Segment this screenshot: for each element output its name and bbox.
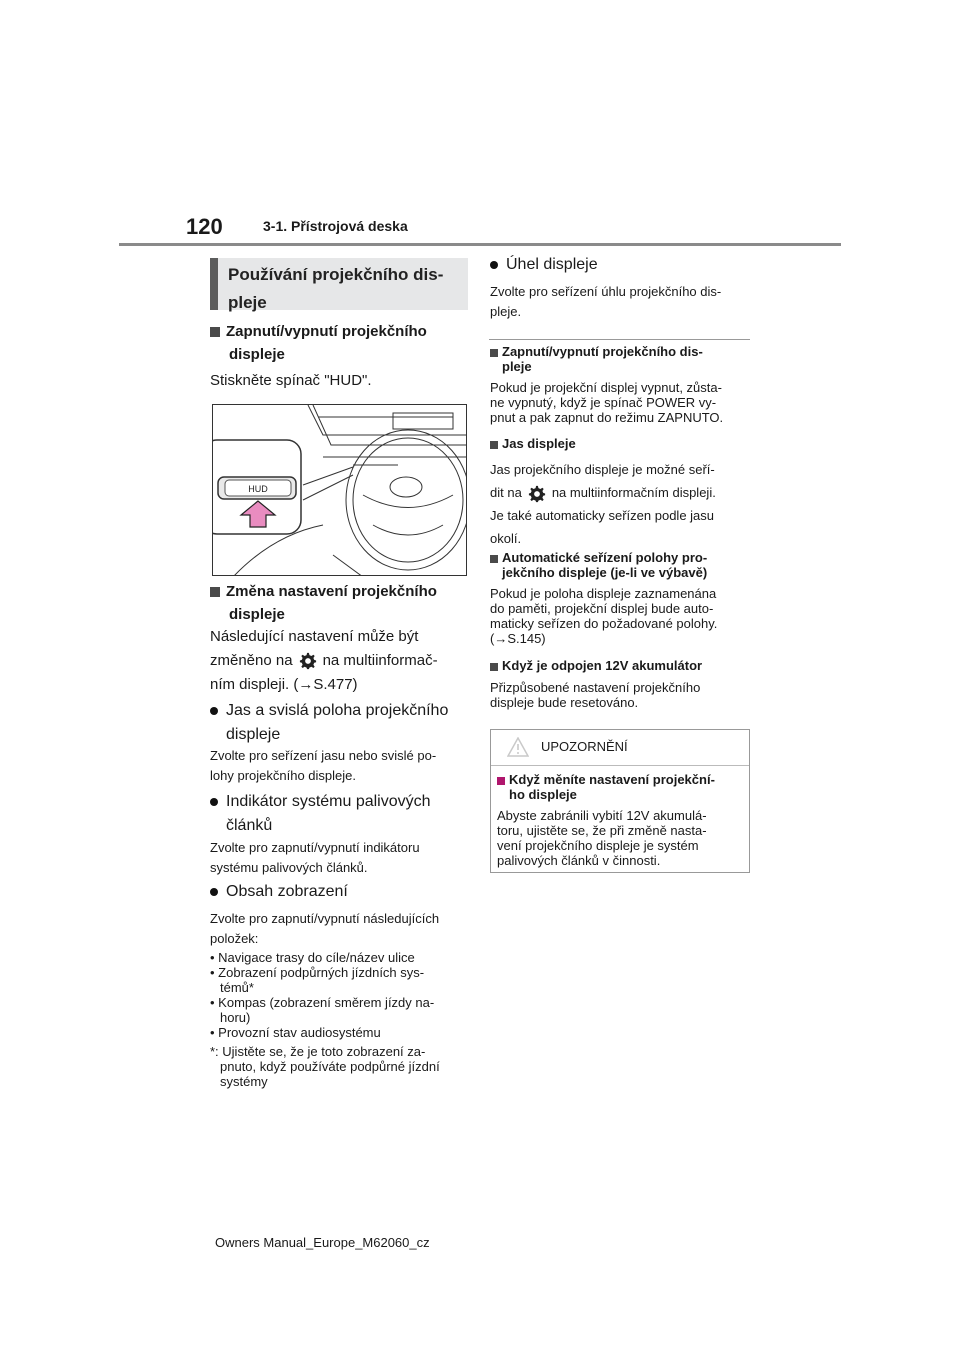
footnote-cont: pnuto, když používáte podpůrné jízdní (220, 1059, 440, 1074)
bullet-dot-icon (490, 261, 498, 269)
onoff-text: Stiskněte spínač "HUD". (210, 372, 372, 389)
footnote: *: Ujistěte se, že je toto zobrazení za- (210, 1044, 426, 1059)
hud-switch-illustration (212, 404, 467, 576)
info-head-onoff: Zapnutí/vypnutí projekčního dis- pleje (490, 344, 703, 374)
section-heading-box (210, 258, 468, 310)
caution-heading: Když měníte nastavení projekční- ho displeje (497, 772, 715, 802)
info-text-onoff: Pokud je projekční displej vypnut, zůsta- ne vypnutý, když je spínač POWER vy- pnut a pak zapnut do režimu ZAPNUTO. (490, 380, 724, 425)
info-text-brightness: Jas projekčního displeje je možné seří- dit na na multiinformačním displeji. Je také automaticky seřízen podle jasu okolí. (490, 462, 716, 546)
content-text: Zvolte pro zapnutí/vypnutí následujících položek: (210, 911, 440, 946)
section-title: 3-1. Přístrojová deska (263, 218, 408, 234)
change-text: Následující nastavení může být změněno na na multiinformač- ním displeji. (→S.477) (210, 628, 438, 693)
info-text-auto-position: Pokud je poloha displeje zaznamenána do paměti, projekční displej bude auto- maticky seřízen do požadované polohy. (→S.145) (490, 586, 718, 646)
heading-line-1: Používání projekčního dis- (228, 265, 444, 284)
bullet-dot-icon (210, 798, 218, 806)
list-item-cont: horu) (220, 1010, 251, 1025)
info-head-brightness: Jas displeje (490, 436, 576, 451)
header-rule (119, 243, 841, 246)
content-list (210, 950, 440, 1089)
square-bullet-icon (490, 555, 498, 563)
list-item: • Provozní stav audiosystému (210, 1025, 381, 1040)
bullet-dot-icon (210, 888, 218, 896)
warning-triangle-icon (507, 737, 529, 757)
subheading-change: Změna nastavení projekčního displeje (210, 580, 437, 626)
info-head-battery: Když je odpojen 12V akumulátor (490, 658, 702, 673)
list-item: • Navigace trasy do cíle/název ulice (210, 950, 415, 965)
footnote-cont: systémy (220, 1074, 268, 1089)
square-bullet-icon (210, 587, 220, 597)
bullet-angle: Úhel displeje (490, 253, 598, 277)
caution-header (491, 730, 749, 766)
heading-line-2: pleje (228, 293, 267, 312)
info-text-battery: Přizpůsobené nastavení projekčního displeje bude resetováno. (490, 680, 701, 710)
dashboard-drawing (213, 405, 467, 576)
square-bullet-icon (490, 441, 498, 449)
footer-text: Owners Manual_Europe_M62060_cz (215, 1235, 430, 1250)
gear-icon (299, 652, 317, 670)
list-item: • Kompas (zobrazení směrem jízdy na- (210, 995, 435, 1010)
square-bullet-icon (490, 663, 498, 671)
caution-text: Abyste zabránili vybití 12V akumulá- toru, ujistěte se, že při změně nasta- vení projekčního displeje je systém palivových článků v činnosti. (497, 808, 707, 868)
square-bullet-icon (497, 777, 505, 785)
square-bullet-icon (210, 327, 220, 337)
fuel-cell-text: Zvolte pro zapnutí/vypnutí indikátoru systému palivových článků. (210, 840, 420, 875)
subheading-onoff: Zapnutí/vypnutí projekčního displeje (210, 320, 427, 366)
hud-button-label: HUD (248, 484, 268, 494)
caution-title: UPOZORNĚNÍ (541, 739, 628, 754)
bullet-brightness: Jas a svislá poloha projekčního displeje (210, 699, 448, 747)
gear-icon (528, 485, 546, 503)
angle-text: Zvolte pro seřízení úhlu projekčního dis- pleje. (490, 284, 722, 319)
info-head-auto-position: Automatické seřízení polohy pro- jekčního displeje (je-li ve výbavě) (490, 550, 707, 580)
bullet-content: Obsah zobrazení (210, 880, 348, 904)
list-item: • Zobrazení podpůrných jízdních sys- (210, 965, 425, 980)
info-divider (489, 339, 750, 340)
bullet-dot-icon (210, 707, 218, 715)
caution-box (490, 729, 750, 873)
square-bullet-icon (490, 349, 498, 357)
brightness-text: Zvolte pro seřízení jasu nebo svislé po- lohy projekčního displeje. (210, 748, 437, 783)
page-number: 120 (186, 214, 223, 239)
list-item-cont: témů* (220, 980, 254, 995)
bullet-fuel-cell: Indikátor systému palivových článků (210, 790, 431, 838)
